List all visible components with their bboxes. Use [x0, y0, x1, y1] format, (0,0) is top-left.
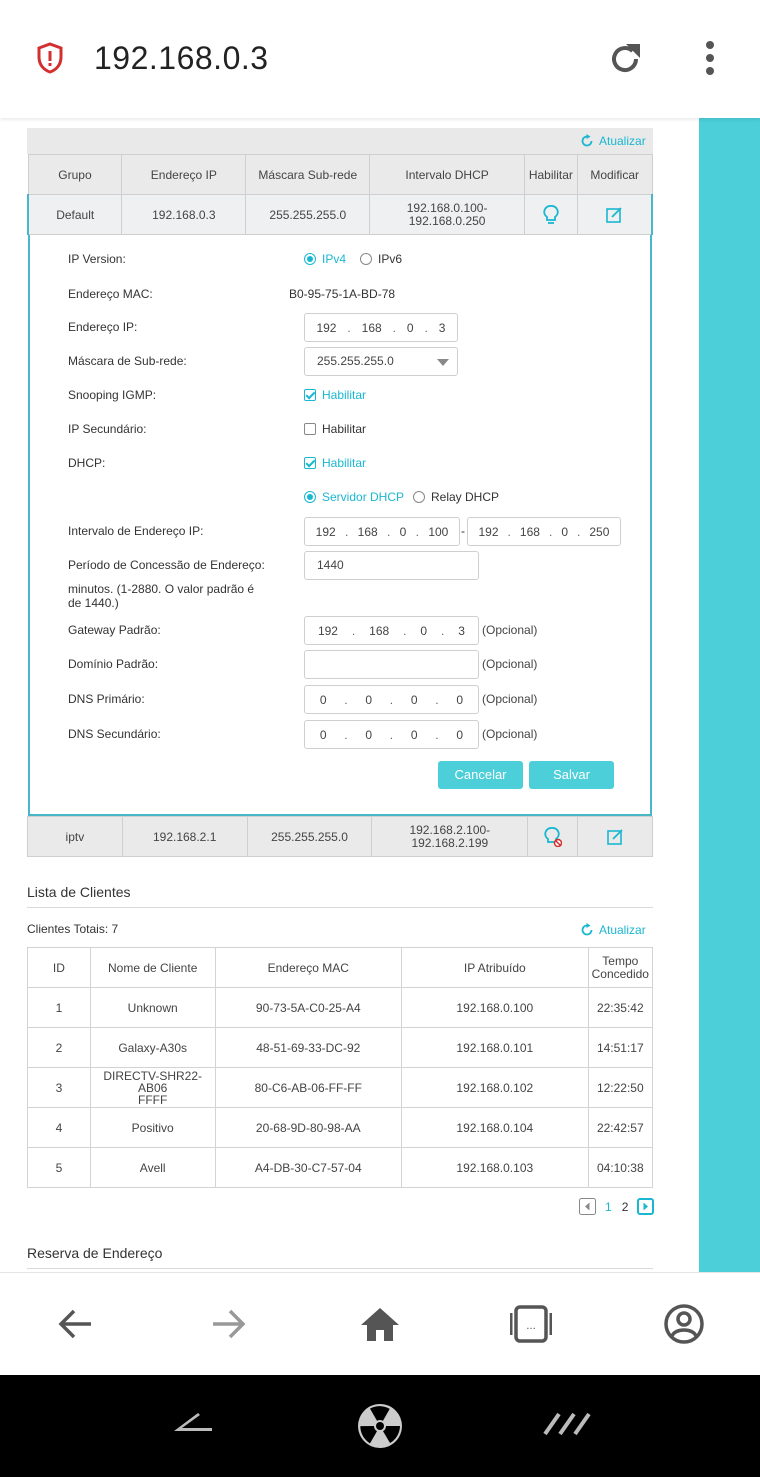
col-header: Grupo	[28, 155, 122, 195]
cell-mask: 255.255.255.0	[247, 817, 372, 857]
lease-note	[68, 582, 254, 610]
cell-time: 12:22:50	[588, 1068, 652, 1108]
dhcp-relay-radio[interactable]	[413, 490, 499, 504]
dhcp-range-start: 192.168.0.100-	[406, 200, 488, 215]
cell-ip: 192.168.0.103	[402, 1148, 589, 1188]
section-divider	[27, 1268, 653, 1269]
octet-dot: .	[389, 692, 394, 707]
cell-group: Default	[28, 195, 122, 235]
page-2-link[interactable]: 2	[621, 1199, 629, 1214]
col-header	[588, 948, 652, 988]
mac-label: Endereço MAC:	[68, 287, 153, 301]
ip-range-label: Intervalo de Endereço IP:	[68, 524, 204, 538]
lightbulb-off-icon[interactable]	[544, 827, 562, 847]
recents-icon[interactable]	[542, 1412, 594, 1436]
reload-icon[interactable]	[606, 40, 644, 78]
edit-icon[interactable]	[605, 205, 623, 225]
cell-id: 3	[28, 1068, 91, 1108]
cell-id: 5	[28, 1148, 91, 1188]
octet: 0	[319, 692, 327, 707]
table-row	[28, 1028, 653, 1068]
edit-lan-form	[28, 235, 652, 816]
col-header: Habilitar	[524, 155, 577, 195]
octet: 0	[399, 524, 407, 539]
octet: 0	[456, 692, 464, 707]
ipv6-radio[interactable]	[360, 252, 402, 266]
octet: 0	[410, 692, 418, 707]
cell-mac: A4-DB-30-C7-57-04	[215, 1148, 401, 1188]
mask-label: Máscara de Sub-rede:	[68, 354, 187, 368]
range-separator: -	[461, 524, 465, 538]
dhcp-option-label: Habilitar	[322, 456, 367, 470]
reservation-section-title: Reserva de Endereço	[27, 1245, 163, 1261]
cell-modify	[578, 817, 653, 857]
dhcp-relay-label: Relay DHCP	[431, 490, 500, 504]
clients-total: Clientes Totais: 7	[27, 922, 119, 936]
side-panel-strip	[699, 118, 760, 1272]
table-row	[28, 988, 653, 1028]
cell-ip: 192.168.0.101	[402, 1028, 589, 1068]
section-divider	[27, 907, 653, 908]
address-bar-url[interactable]: 192.168.0.3	[94, 40, 269, 76]
octet: 3	[458, 623, 465, 638]
back-icon[interactable]	[55, 1303, 97, 1345]
octet: 168	[519, 524, 540, 539]
octet: 250	[589, 524, 610, 539]
edit-icon[interactable]	[606, 827, 624, 847]
prev-page-icon[interactable]	[579, 1198, 596, 1215]
dns1-label: DNS Primário:	[68, 692, 145, 706]
octet-dot: .	[392, 320, 396, 335]
dns1-input[interactable]	[304, 685, 479, 714]
cell-name: Positivo	[90, 1108, 215, 1148]
forward-icon[interactable]	[207, 1303, 249, 1345]
cell-ip: 192.168.0.100	[402, 988, 589, 1028]
dhcp-range-end: 192.168.0.250	[408, 213, 486, 228]
cell-enable	[524, 195, 577, 235]
secondary-option-label: Habilitar	[322, 422, 367, 436]
table-row	[28, 1148, 653, 1188]
cell-time: 22:42:57	[588, 1108, 652, 1148]
octet-dot: .	[344, 692, 348, 707]
cell-ip: 192.168.0.3	[122, 195, 246, 235]
radio-selected	[304, 491, 316, 503]
octet: 0	[365, 692, 373, 707]
svg-text:...: ...	[526, 1321, 536, 1332]
optional-hint: (Opcional)	[482, 727, 538, 741]
cell-name: Avell	[90, 1148, 215, 1188]
col-header: ID	[28, 948, 91, 988]
radio-unselected	[360, 253, 372, 265]
col-header: Intervalo DHCP	[370, 155, 525, 195]
radio-unselected	[413, 491, 425, 503]
octet-dot: .	[424, 320, 428, 335]
vlan-refresh-button[interactable]	[580, 128, 646, 154]
table-row-default[interactable]	[28, 195, 652, 235]
home-icon[interactable]	[359, 1303, 401, 1345]
table-header-row	[28, 155, 652, 195]
cell-time: 14:51:17	[588, 1028, 652, 1068]
octet-dot: .	[507, 524, 511, 539]
igmp-label: Snooping IGMP:	[68, 388, 157, 402]
cancel-button[interactable]: Cancelar	[438, 761, 523, 789]
refresh-icon	[580, 134, 594, 148]
cell-mac: 48-51-69-33-DC-92	[215, 1028, 401, 1068]
ipv4-radio[interactable]	[304, 252, 346, 266]
gateway-label: Gateway Padrão:	[68, 623, 161, 637]
shield-alert-icon[interactable]	[36, 42, 64, 74]
lan-groups-panel	[27, 128, 653, 856]
browser-toolbar	[0, 0, 760, 118]
cell-dhcp-range	[370, 195, 525, 235]
chevron-down-icon	[437, 359, 449, 366]
octet: 100	[428, 524, 449, 539]
octet-dot: .	[351, 623, 356, 638]
octet: 0	[420, 623, 428, 638]
octet-dot: .	[435, 692, 439, 707]
table-header-row	[28, 948, 653, 988]
panel-header	[27, 128, 653, 154]
octet: 0	[561, 524, 568, 539]
col-header: Endereço MAC	[215, 948, 401, 988]
cell-id: 4	[28, 1108, 91, 1148]
radio-selected	[304, 253, 316, 265]
checkbox-checked	[304, 389, 316, 401]
dns2-input[interactable]	[304, 720, 479, 749]
ip-address-label: Endereço IP:	[68, 320, 138, 334]
octet: 192	[317, 623, 338, 638]
refresh-label: Atualizar	[599, 923, 646, 937]
cell-enable	[528, 817, 578, 857]
gateway-input[interactable]	[304, 616, 479, 645]
igmp-option-label: Habilitar	[322, 388, 367, 402]
dhcp-server-label: Servidor DHCP	[322, 490, 405, 504]
cell-name-line: DIRECTV-SHR22-AB06	[103, 1068, 203, 1095]
clients-refresh-button[interactable]	[580, 917, 646, 943]
col-header: IP Atribuído	[402, 948, 589, 988]
ip-range-end-input[interactable]	[467, 517, 621, 546]
clients-table	[27, 947, 653, 1188]
dhcp-checkbox[interactable]	[304, 456, 366, 470]
lease-label: Período de Concessão de Endereço:	[68, 558, 265, 572]
cell-name: Unknown	[90, 988, 215, 1028]
table-row-iptv[interactable]	[28, 817, 653, 857]
octet: 192	[478, 524, 499, 539]
cell-time: 22:35:42	[588, 988, 652, 1028]
refresh-label: Atualizar	[599, 134, 646, 148]
cell-ip: 192.168.0.102	[402, 1068, 589, 1108]
save-button[interactable]: Salvar	[529, 761, 614, 789]
octet: 192	[316, 320, 337, 335]
mask-select-value: 255.255.255.0	[317, 354, 394, 368]
ipv6-label: IPv6	[378, 252, 403, 266]
table-row	[28, 1108, 653, 1148]
cell-modify	[577, 195, 652, 235]
ip-version-label: IP Version:	[68, 252, 126, 266]
cell-name	[90, 1068, 215, 1108]
octet: 168	[369, 623, 390, 638]
octet: 168	[361, 320, 382, 335]
refresh-icon	[580, 923, 594, 937]
cell-ip: 192.168.0.104	[402, 1108, 589, 1148]
octet: 3	[438, 320, 446, 335]
lease-note-line: minutos. (1-2880. O valor padrão é	[68, 582, 255, 596]
octet-dot: .	[403, 623, 407, 638]
cell-mac: 20-68-9D-80-98-AA	[215, 1108, 401, 1148]
dhcp-range-start: 192.168.2.100-	[409, 822, 491, 837]
dhcp-server-radio[interactable]	[304, 490, 404, 504]
cell-ip: 192.168.2.1	[122, 817, 247, 857]
octet-dot: .	[345, 524, 349, 539]
system-nav-bar	[0, 1375, 760, 1477]
octet-dot: .	[389, 727, 394, 742]
page-1-link[interactable]: 1	[605, 1199, 612, 1214]
col-header-line: Concedido	[591, 966, 649, 981]
checkbox-unchecked	[304, 423, 316, 435]
ipv4-label: IPv4	[322, 252, 347, 266]
dhcp-range-end: 192.168.2.199	[411, 835, 489, 850]
octet-dot: .	[548, 524, 553, 539]
pagination	[575, 1198, 658, 1215]
ip-range-start-input[interactable]	[304, 517, 460, 546]
checkbox-checked	[304, 457, 316, 469]
col-header: Endereço IP	[122, 155, 246, 195]
cell-time: 04:10:38	[588, 1148, 652, 1188]
col-header: Modificar	[577, 155, 652, 195]
igmp-checkbox[interactable]	[304, 388, 366, 402]
page-content	[0, 118, 699, 1272]
optional-hint: (Opcional)	[482, 623, 538, 637]
back-gesture-icon[interactable]	[172, 1411, 214, 1433]
lease-input[interactable]: 1440	[304, 551, 479, 580]
optional-hint: (Opcional)	[482, 692, 538, 706]
dhcp-label: DHCP:	[68, 456, 106, 470]
cell-name-line: FFFF	[138, 1092, 168, 1107]
optional-hint: (Opcional)	[482, 657, 538, 671]
lease-note-line: de 1440.)	[68, 596, 119, 610]
octet-dot: .	[344, 727, 348, 742]
ip-address-input[interactable]	[304, 313, 458, 342]
domain-input[interactable]	[304, 650, 479, 679]
octet-dot: .	[435, 727, 439, 742]
octet: 0	[456, 727, 464, 742]
mac-value: B0-95-75-1A-BD-78	[289, 287, 396, 301]
cell-mac: 90-73-5A-C0-25-A4	[215, 988, 401, 1028]
octet-dot: .	[577, 524, 581, 539]
cell-dhcp-range	[372, 817, 528, 857]
octet-dot: .	[415, 524, 419, 539]
table-row	[28, 1068, 653, 1108]
octet: 0	[365, 727, 373, 742]
cell-name: Galaxy-A30s	[90, 1028, 215, 1068]
octet: 192	[315, 524, 336, 539]
lan-groups-table-continued	[27, 816, 653, 857]
octet: 0	[319, 727, 327, 742]
secondary-ip-label: IP Secundário:	[68, 422, 147, 436]
tabs-icon[interactable]	[510, 1303, 552, 1345]
cell-group: iptv	[28, 817, 123, 857]
octet-dot: .	[387, 524, 391, 539]
browser-bottom-nav	[0, 1272, 760, 1375]
account-icon[interactable]	[663, 1303, 705, 1345]
cell-id: 2	[28, 1028, 91, 1068]
clients-section-title: Lista de Clientes	[27, 884, 131, 900]
octet-dot: .	[441, 623, 445, 638]
cell-id: 1	[28, 988, 91, 1028]
octet: 0	[406, 320, 414, 335]
more-vert-icon[interactable]	[700, 40, 720, 80]
col-header-line: Tempo	[602, 953, 639, 968]
secondary-ip-checkbox[interactable]	[304, 422, 366, 436]
cell-mac: 80-C6-AB-06-FF-FF	[215, 1068, 401, 1108]
lan-groups-table	[27, 154, 653, 235]
lightbulb-on-icon[interactable]	[542, 205, 560, 225]
col-header: Máscara Sub-rede	[246, 155, 370, 195]
mask-select[interactable]	[304, 347, 458, 376]
col-header: Nome de Cliente	[90, 948, 215, 988]
dns2-label: DNS Secundário:	[68, 727, 161, 741]
octet-dot: .	[347, 320, 351, 335]
cell-mask: 255.255.255.0	[246, 195, 370, 235]
octet: 0	[410, 727, 418, 742]
domain-label: Domínio Padrão:	[68, 657, 159, 671]
octet: 168	[357, 524, 378, 539]
radiation-icon[interactable]	[356, 1402, 404, 1450]
next-page-icon[interactable]	[637, 1198, 654, 1215]
